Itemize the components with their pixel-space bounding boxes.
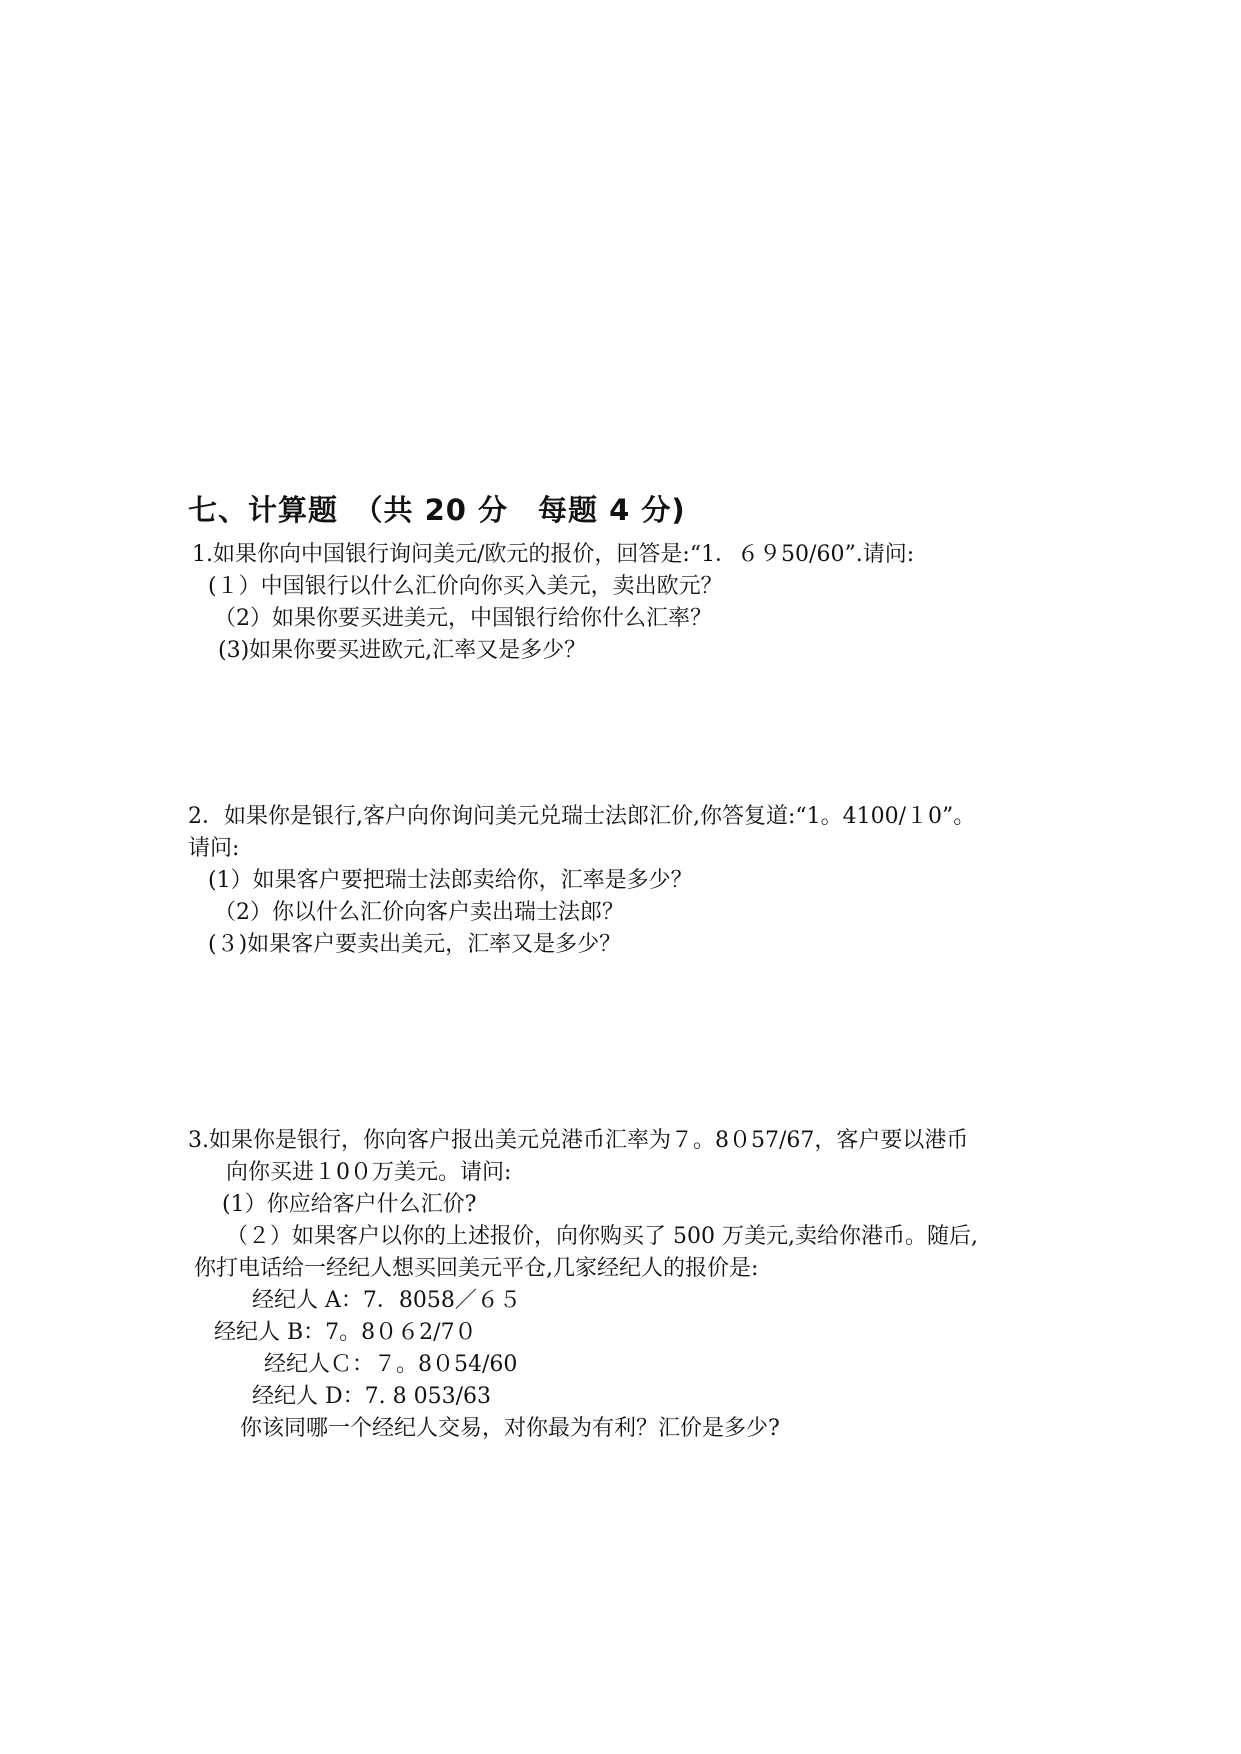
- q1-sub2: （2）如果你要买进美元，中国银行给你什么汇率？: [214, 606, 712, 631]
- q3-sub1: (1）你应给客户什么汇价?: [222, 1192, 477, 1217]
- q3-broker-c: 经纪人Ｃ：７。8０54/60: [264, 1352, 518, 1377]
- q2-stem-line2: 请问:: [188, 836, 240, 861]
- q1-sub3: (3)如果你要买进欧元,汇率又是多少？: [218, 638, 587, 663]
- q2-stem-line1: 2．如果你是银行,客户向你询问美元兑瑞士法郎汇价,你答复道:“1。4100/１0”。: [188, 804, 976, 829]
- q3-sub2-line2: 你打电话给一经纪人想买回美元平仓,几家经纪人的报价是:: [194, 1256, 759, 1281]
- q1-stem: 1.如果你向中国银行询问美元/欧元的报价，回答是:“1．６９50/60”.请问:: [192, 542, 915, 567]
- q3-broker-b: 经纪人 B：7。8０６2/7０: [214, 1320, 477, 1345]
- q3-final-question: 你该同哪一个经纪人交易，对你最为有利？汇价是多少?: [240, 1416, 780, 1441]
- q3-sub2-line1: （２）如果客户以你的上述报价，向你购买了 500 万美元,卖给你港币。随后,: [226, 1224, 978, 1249]
- q1-sub1: (１）中国银行以什么汇价向你买入美元，卖出欧元？: [208, 574, 723, 599]
- q3-stem-line1: 3.如果你是银行，你向客户报出美元兑港币汇率为７。8０57/67，客户要以港币: [188, 1128, 969, 1153]
- section-title: 七、计算题 （共 20 分 每题 4 分): [188, 493, 686, 527]
- q2-sub2: （2）你以什么汇价向客户卖出瑞士法郎？: [214, 900, 624, 925]
- q3-broker-a: 经纪人 A：7．8058／６５: [252, 1288, 521, 1313]
- q2-sub1: (1）如果客户要把瑞士法郎卖给你，汇率是多少？: [208, 868, 693, 893]
- q3-broker-d: 经纪人 D：7. 8 053/63: [252, 1384, 492, 1409]
- q2-sub3: (３)如果客户要卖出美元，汇率又是多少？: [208, 932, 622, 957]
- q3-stem-line2: 向你买进１0０万美元。请问:: [226, 1160, 512, 1185]
